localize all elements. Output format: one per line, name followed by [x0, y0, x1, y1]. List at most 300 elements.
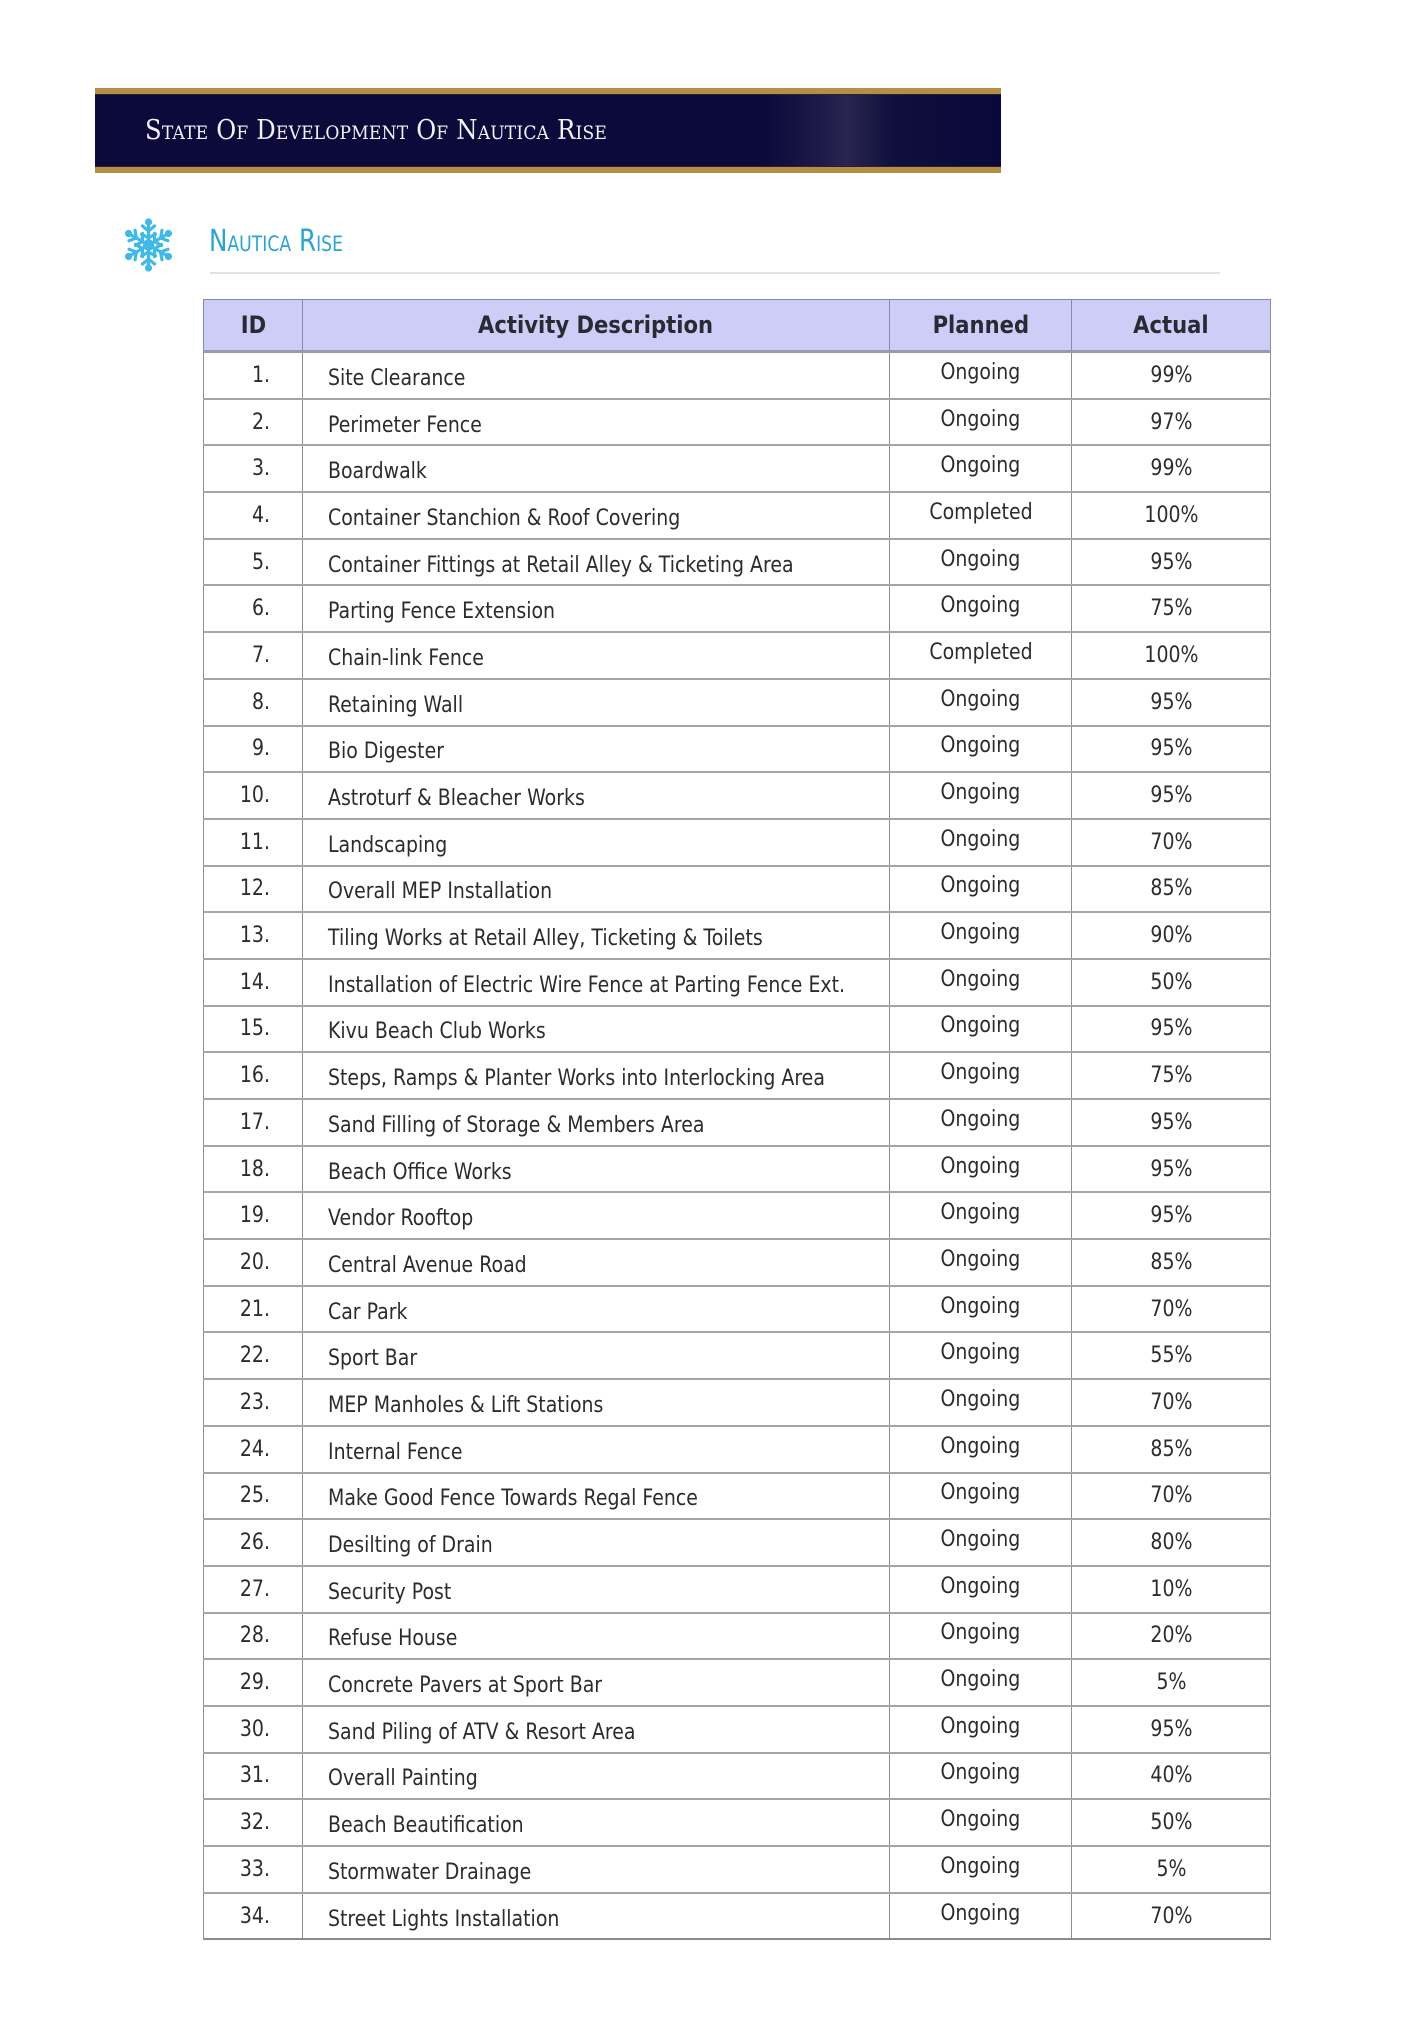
cell-actual-text: 99% — [1149, 456, 1193, 482]
cell-id-text: 3. — [251, 456, 270, 482]
cell-planned-text: Ongoing — [940, 686, 1021, 712]
cell-description — [303, 1239, 890, 1286]
cell-actual-text: 85% — [1149, 1249, 1193, 1275]
cell-planned — [890, 1146, 1072, 1193]
cell-planned — [890, 1099, 1072, 1146]
cell-planned-text: Ongoing — [940, 873, 1021, 899]
cell-actual-text: 70% — [1149, 1389, 1193, 1415]
cell-planned-text: Ongoing — [940, 1527, 1021, 1553]
column-header-id-label: ID — [240, 311, 266, 339]
cell-description — [303, 1426, 890, 1473]
table-row — [204, 539, 1271, 586]
cell-id — [204, 1473, 303, 1520]
cell-id — [204, 585, 303, 632]
cell-planned — [890, 726, 1072, 773]
cell-description-text: Desilting of Drain — [328, 1533, 493, 1559]
cell-id — [204, 632, 303, 679]
cell-planned — [890, 819, 1072, 866]
table-row — [204, 352, 1271, 399]
cell-actual — [1072, 1706, 1271, 1753]
cell-actual-text: 100% — [1143, 502, 1199, 528]
table-row — [204, 819, 1271, 866]
cell-id — [204, 1239, 303, 1286]
cell-id — [204, 1753, 303, 1800]
cell-id — [204, 1006, 303, 1053]
cell-actual-text: 70% — [1149, 1903, 1193, 1929]
cell-id-text: 33. — [239, 1856, 270, 1882]
development-progress-table — [203, 299, 1271, 1940]
cell-planned — [890, 959, 1072, 1006]
cell-id-text: 30. — [239, 1716, 270, 1742]
cell-actual — [1072, 1753, 1271, 1800]
cell-id — [204, 1099, 303, 1146]
cell-id-text: 18. — [239, 1156, 270, 1182]
cell-id-text: 2. — [251, 409, 270, 435]
cell-planned-text: Ongoing — [940, 1853, 1021, 1879]
cell-id-text: 25. — [239, 1483, 270, 1509]
cell-actual — [1072, 772, 1271, 819]
cell-planned-text: Ongoing — [940, 1760, 1021, 1786]
cell-planned — [890, 1239, 1072, 1286]
column-header-planned-label: Planned — [932, 311, 1029, 339]
banner-title: State Of Development Of Nautica Rise — [145, 115, 608, 146]
table-row — [204, 1519, 1271, 1566]
cell-description — [303, 1332, 890, 1379]
cell-description — [303, 539, 890, 586]
cell-id — [204, 1799, 303, 1846]
cell-actual-text: 5% — [1155, 1856, 1187, 1882]
table-row — [204, 399, 1271, 446]
cell-actual-text: 70% — [1149, 829, 1193, 855]
cell-description-text: Perimeter Fence — [328, 412, 482, 438]
cell-actual-text: 75% — [1149, 1063, 1193, 1089]
cell-description — [303, 1379, 890, 1426]
cell-planned — [890, 492, 1072, 539]
table-row — [204, 1426, 1271, 1473]
cell-actual — [1072, 1146, 1271, 1193]
column-header-actual — [1072, 300, 1271, 352]
cell-planned-text: Ongoing — [940, 966, 1021, 992]
table-row — [204, 726, 1271, 773]
cell-planned — [890, 585, 1072, 632]
cell-actual — [1072, 1286, 1271, 1333]
cell-id-text: 7. — [251, 642, 270, 668]
cell-id-text: 14. — [239, 969, 270, 995]
cell-planned-text: Ongoing — [940, 546, 1021, 572]
table-row — [204, 1659, 1271, 1706]
cell-planned — [890, 1332, 1072, 1379]
cell-id-text: 16. — [239, 1063, 270, 1089]
cell-planned-text: Ongoing — [940, 1293, 1021, 1319]
table-row — [204, 912, 1271, 959]
cell-description-text: Site Clearance — [328, 365, 466, 391]
cell-description — [303, 1286, 890, 1333]
cell-description-text: Parting Fence Extension — [328, 599, 556, 625]
cell-id — [204, 539, 303, 586]
cell-description — [303, 679, 890, 726]
cell-planned-text: Ongoing — [940, 593, 1021, 619]
table-row — [204, 492, 1271, 539]
cell-description — [303, 726, 890, 773]
table-row — [204, 1052, 1271, 1099]
cell-actual — [1072, 679, 1271, 726]
cell-description — [303, 1706, 890, 1753]
cell-id-text: 28. — [239, 1623, 270, 1649]
cell-actual-text: 40% — [1149, 1763, 1193, 1789]
cell-planned — [890, 1706, 1072, 1753]
cell-id-text: 12. — [239, 876, 270, 902]
cell-description-text: Vendor Rooftop — [328, 1206, 474, 1232]
cell-planned-text: Ongoing — [940, 1246, 1021, 1272]
cell-id — [204, 726, 303, 773]
cell-id — [204, 679, 303, 726]
cell-id-text: 22. — [239, 1343, 270, 1369]
cell-description-text: Sand Filling of Storage & Members Area — [328, 1112, 705, 1138]
cell-planned — [890, 1893, 1072, 1940]
cell-actual — [1072, 1893, 1271, 1940]
cell-actual-text: 85% — [1149, 1436, 1193, 1462]
table-row — [204, 772, 1271, 819]
cell-planned-text: Ongoing — [940, 1900, 1021, 1926]
cell-actual — [1072, 959, 1271, 1006]
cell-id-text: 27. — [239, 1576, 270, 1602]
cell-id-text: 29. — [239, 1670, 270, 1696]
cell-planned-text: Ongoing — [940, 453, 1021, 479]
cell-description-text: Make Good Fence Towards Regal Fence — [328, 1486, 698, 1512]
cell-id-text: 11. — [239, 829, 270, 855]
cell-planned — [890, 1519, 1072, 1566]
cell-description — [303, 399, 890, 446]
cell-id — [204, 1146, 303, 1193]
cell-actual — [1072, 585, 1271, 632]
cell-id-text: 1. — [251, 362, 270, 388]
cell-description — [303, 819, 890, 866]
cell-actual-text: 95% — [1149, 689, 1193, 715]
table-row — [204, 1613, 1271, 1660]
table-row — [204, 1239, 1271, 1286]
cell-actual — [1072, 1099, 1271, 1146]
cell-actual-text: 90% — [1149, 923, 1193, 949]
cell-planned-text: Completed — [928, 639, 1033, 665]
table-row — [204, 1566, 1271, 1613]
cell-id — [204, 1893, 303, 1940]
cell-description-text: Internal Fence — [328, 1439, 463, 1465]
cell-actual-text: 70% — [1149, 1483, 1193, 1509]
cell-planned-text: Ongoing — [940, 1667, 1021, 1693]
cell-id-text: 9. — [251, 736, 270, 762]
cell-description — [303, 352, 890, 399]
column-header-actual-label: Actual — [1133, 311, 1209, 339]
cell-description — [303, 1052, 890, 1099]
cell-id-text: 15. — [239, 1016, 270, 1042]
cell-planned — [890, 445, 1072, 492]
cell-description-text: Security Post — [328, 1579, 452, 1605]
cell-description-text: Container Stanchion & Roof Covering — [328, 505, 681, 531]
cell-description — [303, 492, 890, 539]
cell-planned — [890, 399, 1072, 446]
table-row — [204, 1146, 1271, 1193]
cell-actual — [1072, 1426, 1271, 1473]
cell-planned — [890, 1426, 1072, 1473]
cell-id — [204, 1659, 303, 1706]
cell-planned — [890, 1286, 1072, 1333]
table-row — [204, 1846, 1271, 1893]
cell-actual — [1072, 912, 1271, 959]
cell-planned — [890, 352, 1072, 399]
cell-actual — [1072, 539, 1271, 586]
cell-id-text: 21. — [239, 1296, 270, 1322]
cell-description-text: Beach Office Works — [328, 1159, 512, 1185]
cell-description — [303, 1893, 890, 1940]
cell-planned — [890, 1052, 1072, 1099]
cell-description-text: Bio Digester — [328, 739, 445, 765]
cell-actual — [1072, 1566, 1271, 1613]
table-row — [204, 1379, 1271, 1426]
cell-actual — [1072, 1519, 1271, 1566]
cell-planned — [890, 1613, 1072, 1660]
cell-id — [204, 959, 303, 1006]
cell-actual-text: 50% — [1149, 969, 1193, 995]
banner-band — [95, 94, 1001, 167]
cell-actual-text: 97% — [1149, 409, 1193, 435]
cell-actual-text: 95% — [1149, 1156, 1193, 1182]
cell-planned-text: Ongoing — [940, 1713, 1021, 1739]
cell-planned-text: Ongoing — [940, 1060, 1021, 1086]
cell-id — [204, 352, 303, 399]
cell-description-text: Sport Bar — [328, 1346, 418, 1372]
cell-actual-text: 100% — [1143, 642, 1199, 668]
cell-id — [204, 445, 303, 492]
cell-description — [303, 1659, 890, 1706]
cell-description — [303, 445, 890, 492]
cell-actual-text: 95% — [1149, 1203, 1193, 1229]
cell-description — [303, 1799, 890, 1846]
cell-id-text: 17. — [239, 1109, 270, 1135]
cell-planned — [890, 1659, 1072, 1706]
cell-planned — [890, 1473, 1072, 1520]
cell-actual — [1072, 445, 1271, 492]
cell-planned — [890, 1753, 1072, 1800]
cell-description — [303, 585, 890, 632]
table-row — [204, 1192, 1271, 1239]
cell-id — [204, 492, 303, 539]
cell-description — [303, 1519, 890, 1566]
cell-id-text: 6. — [251, 596, 270, 622]
table-row — [204, 1893, 1271, 1940]
cell-actual-text: 95% — [1149, 1716, 1193, 1742]
cell-description — [303, 1006, 890, 1053]
cell-planned-text: Ongoing — [940, 1620, 1021, 1646]
cell-description — [303, 1099, 890, 1146]
cell-id — [204, 1286, 303, 1333]
cell-planned — [890, 1799, 1072, 1846]
cell-actual-text: 85% — [1149, 876, 1193, 902]
cell-description-text: MEP Manholes & Lift Stations — [328, 1392, 604, 1418]
cell-planned-text: Ongoing — [940, 1480, 1021, 1506]
cell-actual-text: 95% — [1149, 1016, 1193, 1042]
section-title: Nautica Rise — [209, 224, 343, 259]
cell-actual-text: 95% — [1149, 783, 1193, 809]
cell-description — [303, 1753, 890, 1800]
table-row — [204, 445, 1271, 492]
cell-description — [303, 1473, 890, 1520]
cell-actual-text: 70% — [1149, 1296, 1193, 1322]
table-row — [204, 1006, 1271, 1053]
table-row — [204, 632, 1271, 679]
cell-description-text: Steps, Ramps & Planter Works into Interlocking Area — [328, 1066, 825, 1092]
section-divider — [210, 272, 1220, 274]
cell-description — [303, 772, 890, 819]
table-row — [204, 1473, 1271, 1520]
cell-actual-text: 95% — [1149, 549, 1193, 575]
cell-planned-text: Ongoing — [940, 1433, 1021, 1459]
cell-description-text: Astroturf & Bleacher Works — [328, 786, 585, 812]
cell-planned — [890, 1006, 1072, 1053]
cell-description — [303, 632, 890, 679]
cell-id — [204, 1426, 303, 1473]
cell-actual — [1072, 819, 1271, 866]
cell-planned-text: Ongoing — [940, 359, 1021, 385]
cell-planned-text: Ongoing — [940, 1013, 1021, 1039]
cell-id-text: 5. — [251, 549, 270, 575]
cell-id — [204, 772, 303, 819]
cell-actual-text: 95% — [1149, 1109, 1193, 1135]
cell-planned — [890, 679, 1072, 726]
cell-id — [204, 866, 303, 913]
cell-description-text: Beach Beautification — [328, 1813, 524, 1839]
cell-description-text: Car Park — [328, 1299, 408, 1325]
table-row — [204, 1099, 1271, 1146]
table-row — [204, 1706, 1271, 1753]
cell-planned — [890, 772, 1072, 819]
cell-actual-text: 95% — [1149, 736, 1193, 762]
cell-actual — [1072, 1846, 1271, 1893]
cell-planned — [890, 1379, 1072, 1426]
column-header-planned — [890, 300, 1072, 352]
table-row — [204, 679, 1271, 726]
cell-actual — [1072, 866, 1271, 913]
cell-id-text: 23. — [239, 1389, 270, 1415]
cell-planned-text: Ongoing — [940, 826, 1021, 852]
snowflake-icon — [121, 218, 176, 272]
cell-planned — [890, 866, 1072, 913]
cell-actual — [1072, 726, 1271, 773]
cell-description-text: Stormwater Drainage — [328, 1859, 532, 1885]
cell-planned — [890, 1846, 1072, 1893]
cell-description-text: Sand Piling of ATV & Resort Area — [328, 1719, 636, 1745]
cell-description — [303, 1566, 890, 1613]
cell-description-text: Landscaping — [328, 832, 448, 858]
cell-description-text: Overall Painting — [328, 1766, 478, 1792]
cell-actual — [1072, 1006, 1271, 1053]
cell-description — [303, 1846, 890, 1893]
table-row — [204, 1332, 1271, 1379]
cell-planned-text: Ongoing — [940, 780, 1021, 806]
table-row — [204, 1286, 1271, 1333]
cell-planned — [890, 632, 1072, 679]
cell-id — [204, 1846, 303, 1893]
cell-id — [204, 912, 303, 959]
cell-id — [204, 819, 303, 866]
cell-description-text: Kivu Beach Club Works — [328, 1019, 546, 1045]
cell-id — [204, 1566, 303, 1613]
cell-description-text: Retaining Wall — [328, 692, 464, 718]
cell-id-text: 13. — [239, 923, 270, 949]
cell-description-text: Tiling Works at Retail Alley, Ticketing & Toilets — [328, 926, 763, 952]
cell-description-text: Refuse House — [328, 1626, 458, 1652]
page-banner — [95, 88, 1001, 173]
cell-id-text: 31. — [239, 1763, 270, 1789]
table-row — [204, 1799, 1271, 1846]
cell-actual-text: 99% — [1149, 362, 1193, 388]
cell-description — [303, 912, 890, 959]
cell-id-text: 20. — [239, 1249, 270, 1275]
cell-description-text: Chain-link Fence — [328, 645, 484, 671]
column-header-id — [204, 300, 303, 352]
table-row — [204, 1753, 1271, 1800]
cell-id — [204, 399, 303, 446]
cell-planned — [890, 912, 1072, 959]
cell-planned — [890, 539, 1072, 586]
cell-id — [204, 1052, 303, 1099]
cell-description-text: Boardwalk — [328, 459, 427, 485]
cell-description — [303, 866, 890, 913]
cell-actual-text: 55% — [1149, 1343, 1193, 1369]
cell-planned-text: Ongoing — [940, 1386, 1021, 1412]
cell-actual — [1072, 1192, 1271, 1239]
column-header-description-label: Activity Description — [478, 311, 714, 339]
cell-id — [204, 1192, 303, 1239]
cell-actual-text: 5% — [1155, 1670, 1187, 1696]
cell-actual — [1072, 1473, 1271, 1520]
cell-planned-text: Ongoing — [940, 1573, 1021, 1599]
cell-description — [303, 959, 890, 1006]
cell-planned-text: Completed — [928, 499, 1033, 525]
cell-planned — [890, 1566, 1072, 1613]
cell-id — [204, 1613, 303, 1660]
cell-id-text: 34. — [239, 1903, 270, 1929]
cell-actual — [1072, 1613, 1271, 1660]
cell-actual — [1072, 492, 1271, 539]
cell-actual — [1072, 1239, 1271, 1286]
cell-planned-text: Ongoing — [940, 733, 1021, 759]
cell-id-text: 24. — [239, 1436, 270, 1462]
cell-id-text: 19. — [239, 1203, 270, 1229]
cell-actual-text: 50% — [1149, 1810, 1193, 1836]
cell-id-text: 10. — [239, 783, 270, 809]
cell-id — [204, 1706, 303, 1753]
cell-id-text: 8. — [251, 689, 270, 715]
table-row — [204, 866, 1271, 913]
cell-planned-text: Ongoing — [940, 1807, 1021, 1833]
cell-planned-text: Ongoing — [940, 1153, 1021, 1179]
cell-actual — [1072, 352, 1271, 399]
cell-actual — [1072, 1379, 1271, 1426]
cell-planned — [890, 1192, 1072, 1239]
table-row — [204, 959, 1271, 1006]
cell-actual — [1072, 399, 1271, 446]
cell-planned-text: Ongoing — [940, 1106, 1021, 1132]
cell-id-text: 32. — [239, 1810, 270, 1836]
cell-id-text: 4. — [251, 502, 270, 528]
cell-actual — [1072, 1799, 1271, 1846]
cell-description — [303, 1146, 890, 1193]
cell-actual — [1072, 1332, 1271, 1379]
table-header-row — [204, 300, 1271, 352]
cell-actual-text: 20% — [1149, 1623, 1193, 1649]
cell-id — [204, 1519, 303, 1566]
cell-description — [303, 1613, 890, 1660]
